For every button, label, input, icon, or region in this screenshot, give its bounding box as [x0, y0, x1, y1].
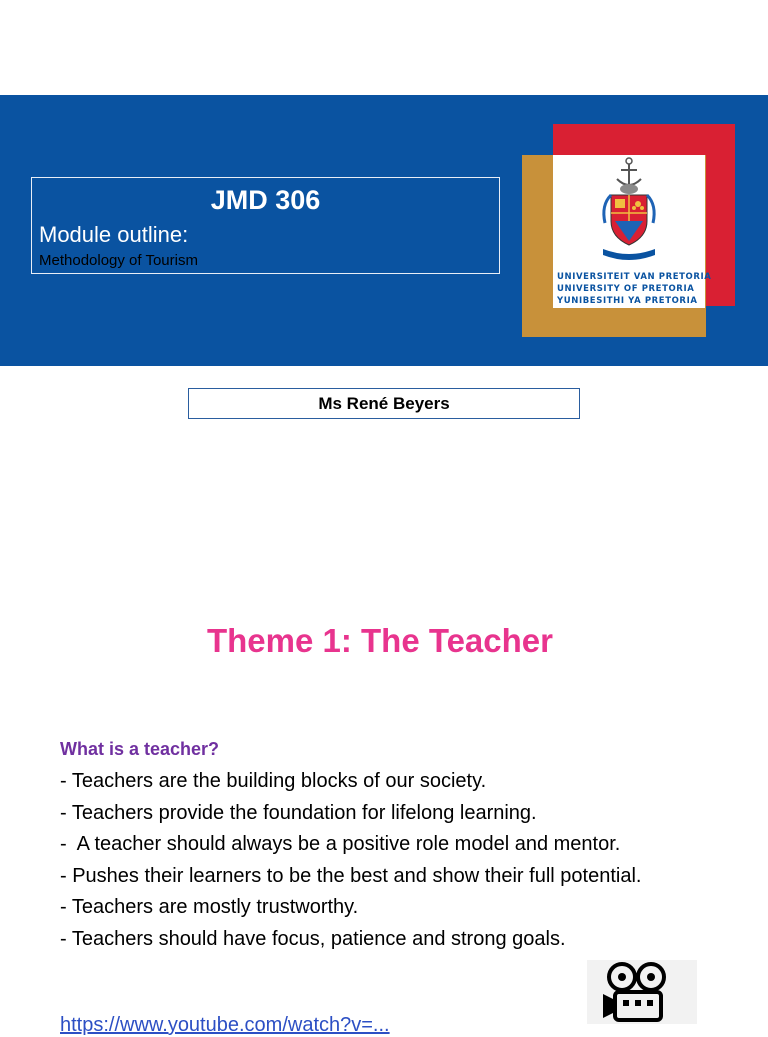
module-subject: Methodology of Tourism [39, 252, 198, 269]
section-question: What is a teacher? [60, 739, 220, 759]
list-item: - Teachers provide the foundation for lifelong learning. [60, 801, 537, 824]
presenter-name: Ms René Beyers [188, 388, 580, 419]
theme-heading: Theme 1: The Teacher [206, 622, 553, 659]
list-item: - Teachers are mostly trustworthy. [60, 896, 359, 918]
module-label: Module outline: [39, 222, 189, 247]
university-name-english: UNIVERSITY OF PRETORIA [557, 284, 695, 294]
list-item: - Pushes their learners to be the best and show their full potential. [60, 864, 642, 887]
bullet-list [60, 766, 641, 955]
university-crest-icon [593, 155, 665, 265]
university-name-afrikaans: UNIVERSITEIT VAN PRETORIA [557, 272, 712, 282]
list-item: - A teacher should always be a positive role model and mentor. [60, 833, 621, 855]
course-code: JMD 306 [210, 185, 321, 215]
university-logo [553, 155, 712, 308]
video-link[interactable]: https://www.youtube.com/watch?v=... [60, 1014, 390, 1036]
list-item: - Teachers should have focus, patience and strong goals. [60, 927, 566, 950]
list-item: - Teachers are the building blocks of our society. [60, 770, 487, 792]
university-name-sepedi: YUNIBESITHI YA PRETORIA [557, 296, 698, 306]
university-name [557, 271, 712, 307]
video-camera-icon[interactable] [587, 960, 697, 1024]
title-box [31, 177, 500, 274]
